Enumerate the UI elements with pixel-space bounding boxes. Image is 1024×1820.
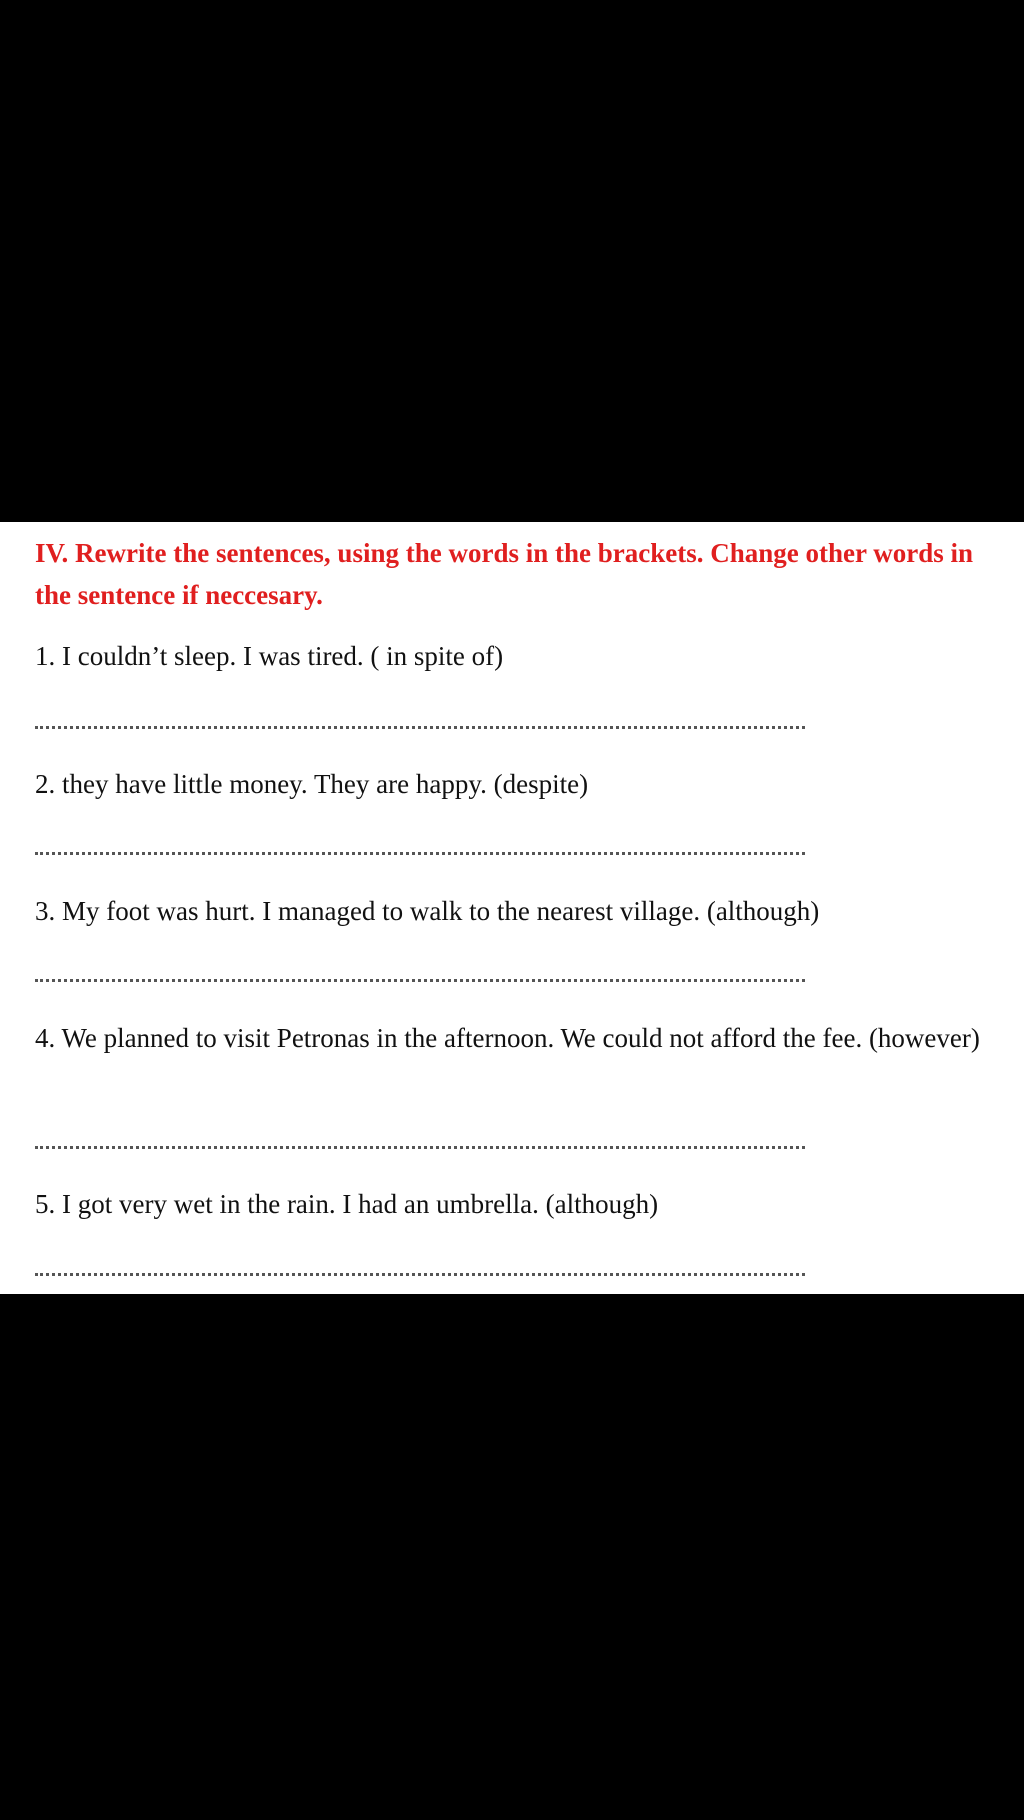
- question-4: 4. We planned to visit Petronas in the afternoon. We could not afford the fee. (however): [35, 1023, 980, 1053]
- answer-line-2: [35, 852, 805, 855]
- question-5: 5. I got very wet in the rain. I had an umbrella. (although): [35, 1189, 659, 1219]
- answer-line-1: [35, 726, 805, 729]
- answer-line-5: [35, 1273, 805, 1276]
- question-1: 1. I couldn’t sleep. I was tired. ( in spite of): [35, 641, 504, 671]
- answer-line-4: [35, 1146, 805, 1149]
- question-3: 3. My foot was hurt. I managed to walk to the nearest village. (although): [35, 896, 820, 926]
- worksheet-panel: [0, 522, 1024, 1294]
- answer-line-3: [35, 979, 805, 982]
- question-2: 2. they have little money. They are happy. (despite): [35, 769, 589, 799]
- exercise-heading: IV. Rewrite the sentences, using the words in the brackets. Change other words in the sentence if neccesary.: [35, 538, 973, 610]
